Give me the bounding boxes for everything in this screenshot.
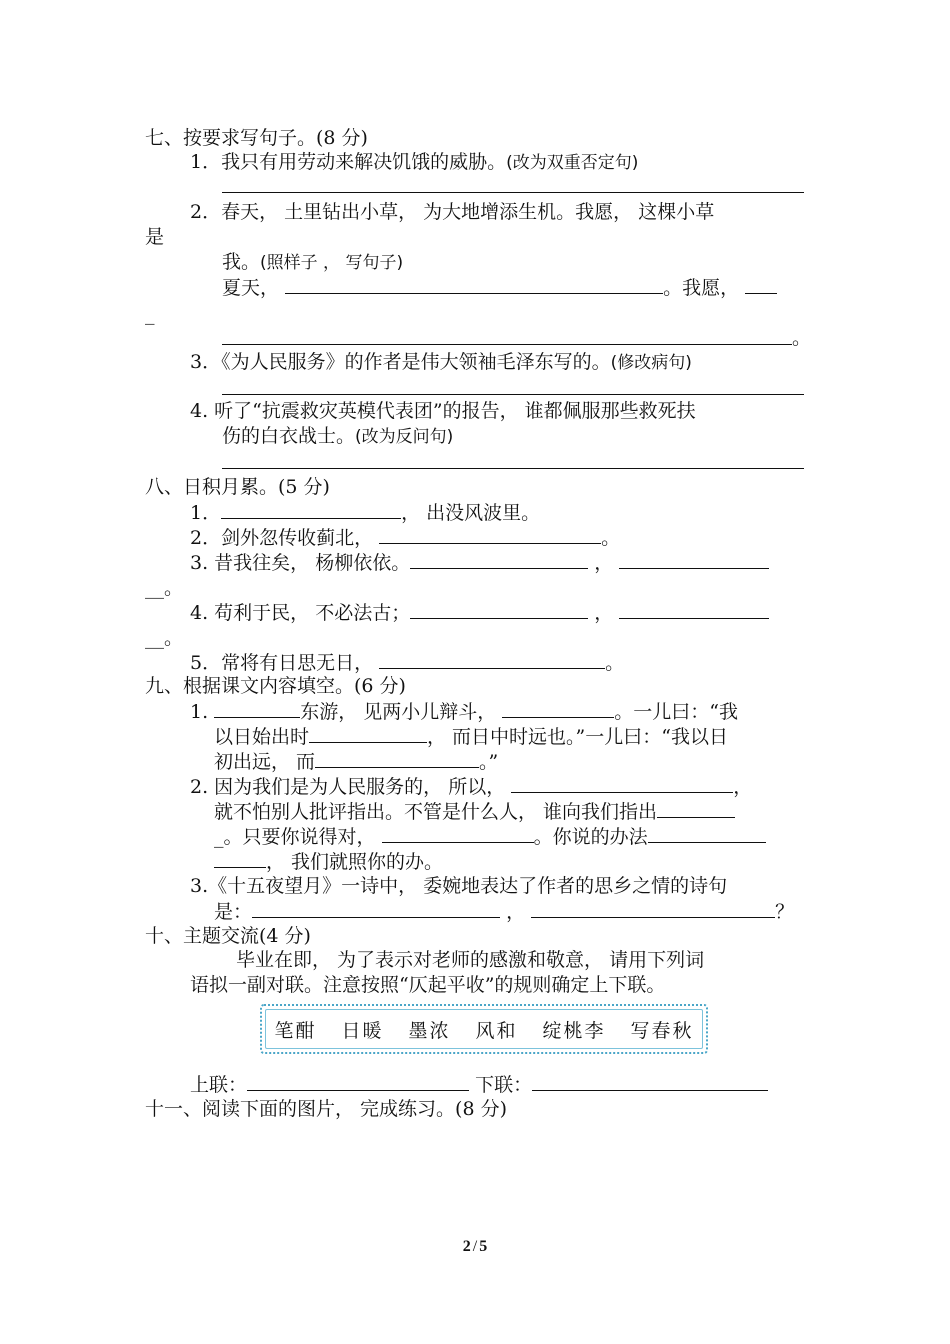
- s8-q4-blank-2[interactable]: [619, 600, 769, 619]
- s10-upper-blank[interactable]: [247, 1072, 469, 1091]
- s10-paragraph-1: 毕业在即， 为了表示对老师的感激和敬意， 请用下列词: [236, 949, 705, 971]
- word-bank-item: 笔酣: [274, 1019, 317, 1042]
- s7-q2-summer: 夏天，: [222, 277, 280, 299]
- s9-q1-blank-1[interactable]: [214, 699, 300, 718]
- s9-q1-text-3: 以日始出时: [214, 726, 310, 748]
- s8-q2-text: 2．剑外忽传收蓟北，: [190, 527, 374, 549]
- s9-q2-text-3: _。只要你说得对，: [214, 826, 376, 848]
- s7-q1-text: 1．我只有用劳动来解决饥饿的威胁。: [190, 151, 507, 173]
- page-number: [0, 1238, 950, 1256]
- s7-q2-line3: [222, 250, 403, 275]
- s7-q4-answer-line[interactable]: [222, 468, 804, 469]
- s9-q3-comma: ，: [506, 901, 526, 923]
- s7-q2-text: 我。: [222, 251, 261, 273]
- s8-q3-comma: ，: [594, 552, 614, 574]
- s8-q5-text: 5．常将有日思无日，: [190, 652, 374, 674]
- s8-q1-text: ， 出没风波里。: [401, 502, 541, 524]
- s7-q4-text: 伤的白衣战士。: [222, 425, 356, 447]
- s7-q3: [190, 350, 692, 375]
- s9-q2-blank-4[interactable]: [648, 824, 766, 843]
- s8-q5-blank[interactable]: [379, 650, 605, 669]
- s8-q3-tail: __。: [145, 577, 184, 599]
- s7-q4-line1: 4. 听了“抗震救灾英模代表团”的报告， 谁都佩服那些救死扶: [190, 400, 696, 422]
- s7-q2-line1: 2．春天， 土里钻出小草， 为大地增添生机。我愿， 这棵小草: [190, 201, 715, 223]
- section-9-title: 九、根据课文内容填空。(6 分): [145, 675, 406, 697]
- s9-q1-text-1: 东游， 见两小儿辩斗，: [300, 701, 497, 723]
- s9-q1-text-5: 初出远， 而: [214, 751, 316, 773]
- s8-q4: [190, 600, 769, 625]
- s9-q1-line3: [214, 749, 498, 774]
- word-bank-box: [260, 1004, 708, 1054]
- s7-q2-period: 。: [792, 327, 812, 349]
- s9-q1-text-4: ， 而日中时远也。”一儿曰：“我以日: [427, 726, 728, 748]
- s10-lower-label: 下联：: [475, 1074, 533, 1096]
- s8-q1-num: 1．: [190, 502, 222, 524]
- s7-q3-text: 3．《为人民服务》的作者是伟大领袖毛泽东写的。: [190, 351, 611, 373]
- s9-q2-blank-1[interactable]: [511, 774, 733, 793]
- s10-lower-blank[interactable]: [532, 1072, 768, 1091]
- s9-q2-line3: [214, 824, 766, 849]
- s9-q2-line4: [214, 849, 443, 874]
- s9-q1-blank-3[interactable]: [309, 724, 427, 743]
- word-bank-item: 绽桃李: [542, 1019, 606, 1042]
- s10-couplet-line: [190, 1072, 768, 1097]
- s9-q3-blank-1[interactable]: [252, 899, 500, 918]
- s9-q1-line2: [214, 724, 728, 749]
- s8-q4-blank-1[interactable]: [410, 600, 588, 619]
- s9-q2-text-5: ， 我们就照你的办。: [266, 851, 444, 873]
- s8-q3-blank-1[interactable]: [410, 550, 588, 569]
- s9-q3-text: 是：: [214, 901, 253, 923]
- s7-q2-answer-line[interactable]: [222, 344, 792, 345]
- s7-q1: [190, 150, 638, 175]
- s8-q2-end: 。: [601, 527, 621, 549]
- section-11-title: 十一、阅读下面的图片， 完成练习。(8 分): [145, 1098, 507, 1120]
- page-current: 2: [462, 1238, 471, 1255]
- s9-q2-text-4: 。你说的办法: [533, 826, 648, 848]
- s9-q1-text-2: 。一儿曰：“我: [614, 701, 738, 723]
- s7-q2-wish: 。我愿，: [663, 277, 740, 299]
- s9-q3-line1: 3.《十五夜望月》一诗中， 委婉地表达了作者的思乡之情的诗句: [190, 875, 728, 897]
- s8-q4-comma: ，: [594, 602, 614, 624]
- s7-q2-tail: _: [145, 303, 155, 325]
- s8-q3-blank-2[interactable]: [619, 550, 769, 569]
- s9-q2-line2: [214, 799, 735, 824]
- section-7-title: 七、按要求写句子。(8 分): [145, 127, 368, 149]
- s9-q2-blank-2[interactable]: [657, 799, 735, 818]
- s8-q3-text: 3. 昔我往矣， 杨柳依依。: [190, 552, 411, 574]
- s8-q1: [190, 500, 540, 525]
- s8-q4-text: 4. 苟利于民， 不必法古；: [190, 602, 411, 624]
- s9-q1-num: 1.: [190, 701, 209, 723]
- s9-q1-line1: [190, 699, 738, 724]
- s9-q3-qmark: ？: [775, 901, 795, 923]
- s7-q2-blank-2[interactable]: [745, 275, 777, 294]
- s9-q1-blank-2[interactable]: [502, 699, 614, 718]
- s9-q2-text-1: 2. 因为我们是为人民服务的， 所以，: [190, 776, 506, 798]
- s9-q2-blank-5[interactable]: [214, 849, 266, 868]
- s7-q2-line2: 是: [145, 226, 165, 248]
- word-bank-item: 墨浓: [408, 1019, 451, 1042]
- word-bank-item: 风和: [475, 1019, 518, 1042]
- word-bank-item: 日暖: [341, 1019, 384, 1042]
- page-total: 5: [479, 1238, 488, 1255]
- section-10-title: 十、主题交流(4 分): [145, 925, 311, 947]
- s8-q2: [190, 525, 620, 550]
- s8-q1-blank[interactable]: [221, 500, 401, 519]
- s9-q2-line1: [190, 774, 752, 799]
- s9-q2-comma: ，: [733, 776, 753, 798]
- s7-q1-answer-line[interactable]: [222, 192, 804, 193]
- s7-q2-blank-1[interactable]: [285, 275, 663, 294]
- s9-q2-blank-3[interactable]: [382, 824, 534, 843]
- s8-q3: [190, 550, 769, 575]
- s10-upper-label: 上联：: [190, 1074, 248, 1096]
- s7-q3-answer-line[interactable]: [222, 394, 804, 395]
- s9-q1-blank-4[interactable]: [315, 749, 479, 768]
- s9-q2-text-2: 就不怕别人批评指出。不管是什么人， 谁向我们指出: [214, 801, 658, 823]
- s9-q3-line2: [214, 899, 794, 924]
- section-8-title: 八、日积月累。(5 分): [145, 476, 330, 498]
- s7-q4-hint: (改为反问句): [355, 427, 454, 447]
- s7-q2-hint: (照样子 ， 写句子): [260, 253, 404, 273]
- page-separator: /: [472, 1238, 478, 1255]
- s9-q1-text-6: 。”: [479, 751, 499, 773]
- word-bank-item: 写春秋: [630, 1019, 694, 1042]
- s8-q5: [190, 650, 624, 675]
- s8-q4-tail: __。: [145, 627, 184, 649]
- s8-q5-end: 。: [605, 652, 625, 674]
- s7-q1-hint: (改为双重否定句): [506, 153, 639, 173]
- s7-q3-hint: (修改病句): [610, 353, 692, 373]
- s8-q2-blank[interactable]: [379, 525, 601, 544]
- s7-q4-line2: [222, 424, 453, 449]
- s7-q2-line4: [222, 275, 777, 300]
- s10-paragraph-2: 语拟一副对联。注意按照“仄起平收”的规则确定上下联。: [190, 974, 666, 996]
- s9-q3-blank-2[interactable]: [531, 899, 775, 918]
